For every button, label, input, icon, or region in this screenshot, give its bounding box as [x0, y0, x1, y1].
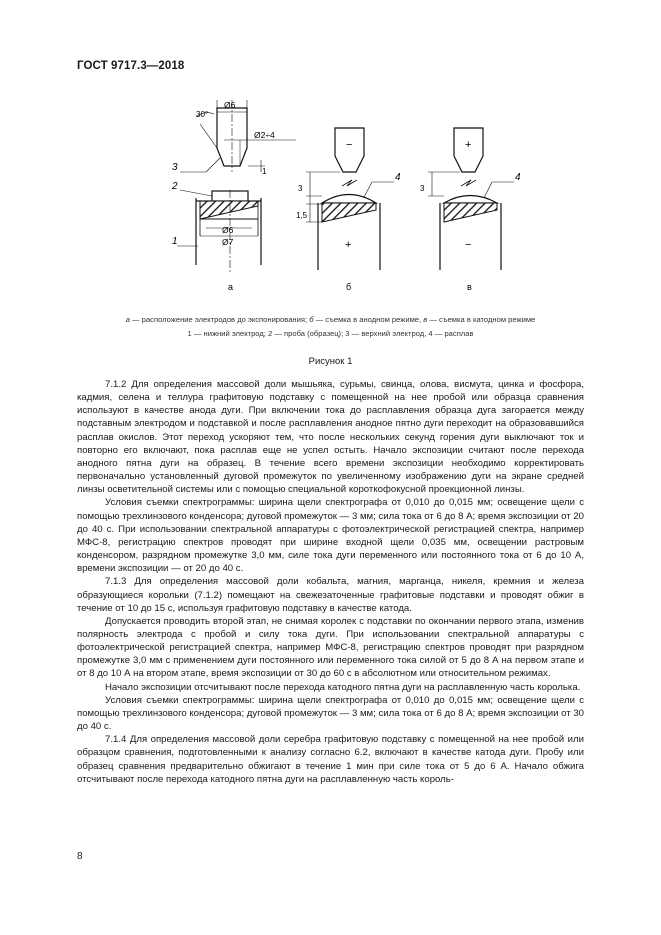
subfigure-label-a: а [228, 282, 234, 292]
body-text [77, 378, 584, 786]
label-angle: 30° [196, 110, 209, 119]
label-item-3: 3 [172, 162, 178, 173]
arc-b [342, 180, 357, 186]
label-one: 1 [262, 167, 267, 176]
paragraph: Условия съемки спектрограммы: ширина щели спектрографа от 0,010 до 0,015 мм; освещение щели с помощью трехлинзового конденсора; дуговой промежуток — 3 мм; сила тока от 6 до 8 А; время экспозиции от 20 до 40 с. При использовании спектральной аппаратуры с фотоэлектрической регистрацией спектра, например МФС-8, регистрацию спектров проводят при ширине входной щели 0,035 мм, освещении растровым конденсором, разрядном промежутке 3,0 мм, силе тока дуги переменного или постоянного тока от 6 до 10 А, времени экспозиции — от 20 до 40 с. [77, 497, 584, 575]
document-header: ГОСТ 9717.3—2018 [77, 60, 185, 72]
label-item-4-v: 4 [515, 172, 521, 183]
caption-a-letter: а [125, 315, 130, 324]
melt-b [322, 195, 376, 204]
label-d6-top: Ø6 [224, 100, 236, 110]
caption-b-text: — съемка в анодном режиме, [313, 315, 424, 324]
paragraph: Допускается проводить второй этап, не снимая королек с подставки по окончании первого этапа, изменив полярность электрода с пробой и силу тока дуги. При использовании спектральной аппаратуры с фотоэлектрической регистрацией спектра, например МФС-8, регистрацию спектров проводят при разрядном промежутке 3,0 мм с применением дуги постоянного или переменного тока силой от 5 до 8 А на первом этапе и от 8 до 10 А на втором этапе, время экспозиции от 30 до 60 с в абсолютном или относительном режимах. [77, 615, 584, 680]
label-d6-bottom: Ø6 [222, 225, 234, 235]
label-dim3-v: 3 [420, 184, 425, 193]
caption-b-letter: б [309, 315, 314, 324]
figure-title: Рисунок 1 [308, 356, 353, 367]
paragraph: 7.1.4 Для определения массовой доли серебра графитовую подставку с помещенной на нее пробой или образцом сравнения, подготовленными к анализу согласно 6.2, включают в качестве катода дуги. Пробу или образец сравнения предварительно обжигают в течение 1 мин при силе тока от 5 до 6 А. Начало обжига отсчитывают после перехода катодного пятна дуги на расплавленную часть король- [77, 734, 584, 785]
label-gap: Ø2÷4 [254, 130, 275, 140]
figure-caption-line-1 [60, 314, 601, 325]
figure-caption-line-2: 1 — нижний электрод; 2 — проба (образец); 3 — верхний электрод, 4 — расплав [187, 329, 474, 338]
arc-v [461, 180, 476, 186]
figure-electrodes [150, 96, 590, 301]
melt-v [444, 196, 497, 204]
caption-a-text: — расположение электродов до экспонирования; [129, 315, 310, 324]
label-minus-v: − [465, 239, 472, 251]
subfigure-b [296, 128, 401, 292]
label-item-1: 1 [172, 236, 178, 247]
subfigure-v [420, 128, 521, 292]
label-plus-b: + [345, 239, 352, 251]
label-d7: Ø7 [222, 237, 234, 247]
subfigure-a [171, 100, 296, 292]
page-number: 8 [77, 851, 83, 862]
paragraph: Условия съемки спектрограммы: ширина щели спектрографа от 0,010 до 0,015 мм; освещение щели с помощью трехлинзового конденсора; дуговой промежуток — 3 мм; сила тока от 6 до 8 А; время экспозиции от 30 до 40 с. [77, 694, 584, 733]
caption-v-letter: в [423, 315, 428, 324]
label-item-4-b: 4 [395, 172, 401, 183]
paragraph: Начало экспозиции отсчитывают после перехода катодного пятна дуги на расплавленную часть королька. [105, 681, 581, 693]
label-plus-v: + [465, 139, 472, 151]
subfigure-label-v: в [467, 282, 472, 292]
paragraph: 7.1.2 Для определения массовой доли мышьяка, сурьмы, свинца, олова, висмута, цинка и фосфора, кадмия, селена и теллура графитовую подставку с помещенной на нее пробой или образца сравнения используют в качестве анода дуги. При включении тока до расплавления образца дуга загорается между подставным электродом и подставкой и после расплавления анодное пятно дуги переходит на образовавшийся расплав окислов. Этот переход ускоряют тем, что после нескольких секунд горения дуги выключают ток и повторно его включают, пока расплав еще не успел остыть. Начало экспозиции считают после перехода анодного пятна дуги на образец. В течение всего времени экспозиции необходимо корректировать первоначально установленный дуговой промежуток по увеличенному изображению дуги на экране средней линзы осветительной системы или с помощью специальной короткофокусной проекционной линзы. [77, 379, 584, 496]
label-dim3-b: 3 [298, 184, 303, 193]
label-dim15-b: 1,5 [296, 211, 308, 220]
label-item-2: 2 [172, 181, 178, 192]
subfigure-label-b: б [346, 282, 352, 292]
paragraph: 7.1.3 Для определения массовой доли кобальта, магния, марганца, никеля, кремния и железа образующиеся корольки (7.1.2) помещают на свежезаточенные графитовые подставки и проводят обжиг в течение от 10 до 15 с, используя графитовую подставку в качестве катода. [77, 576, 584, 614]
label-minus-b: − [346, 139, 353, 151]
caption-v-text: — съемка в катодном режиме [427, 315, 536, 324]
